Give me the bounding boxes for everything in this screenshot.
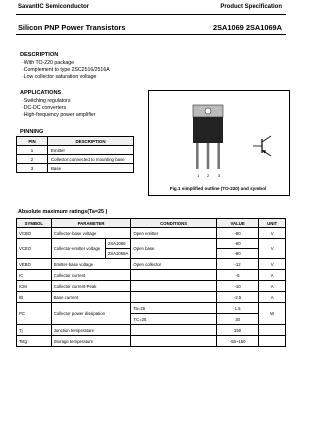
part-number: 2SA1069 2SA1069A	[212, 23, 282, 32]
symbol-cell: VEBO	[17, 259, 52, 270]
parameter-col-header: PARAMETER	[51, 219, 131, 228]
parameter-cell: Emitter-base voltage	[51, 259, 131, 270]
pin-number: 3	[17, 164, 48, 173]
unit-cell: V	[259, 228, 286, 239]
value-cell: 30	[216, 314, 258, 325]
conditions-cell: TC=25	[131, 314, 217, 325]
conditions-cell: Open base	[131, 239, 217, 259]
application-line: ·High-frequency power amplifier	[22, 112, 96, 118]
description-col-header: DESCRIPTION	[48, 137, 134, 146]
parameter-cell: Collector power dissipation	[51, 303, 131, 325]
unit-cell: A	[259, 292, 286, 303]
symbol-cell: Tstg	[17, 336, 52, 347]
svg-text:2: 2	[207, 173, 210, 178]
parameter-cell: Base current	[51, 292, 131, 303]
parameter-cell: Storage temperature	[51, 336, 131, 347]
parameter-cell: Collector-base voltage	[51, 228, 131, 239]
value-cell: -5	[216, 270, 258, 281]
symbol-col-header: SYMBOL	[17, 219, 52, 228]
table-row	[17, 303, 286, 314]
symbol-cell: PC	[17, 303, 52, 325]
variant-cell: 2SA1069	[105, 239, 131, 249]
doc-type: Product Specification	[220, 4, 282, 10]
symbol-cell: IC	[17, 270, 52, 281]
header-rule	[16, 14, 286, 15]
table-row	[17, 270, 286, 281]
table-row	[17, 155, 134, 164]
symbol-cell: ICM	[17, 281, 52, 292]
table-row	[17, 146, 134, 155]
table-row	[17, 228, 286, 239]
value-cell: -80	[216, 249, 258, 259]
symbol-cell: IB	[17, 292, 52, 303]
pnp-symbol-icon	[249, 131, 279, 161]
pinning-table	[16, 136, 134, 173]
description-line: ·With TO-220 package	[22, 60, 74, 66]
pin-number: 2	[17, 155, 48, 164]
parameter-cell: Collector current	[51, 270, 131, 281]
conditions-cell	[131, 336, 217, 347]
conditions-cell: Open emitter	[131, 228, 217, 239]
description-line: ·Low collector saturation voltage	[22, 74, 97, 80]
conditions-cell	[131, 281, 217, 292]
ratings-heading: Absolute maximum ratings(Ta=25 )	[18, 209, 108, 215]
parameter-cell: Collector current-Peak	[51, 281, 131, 292]
application-line: ·Switching regulators	[22, 98, 71, 104]
table-row	[17, 325, 286, 336]
unit-cell: V	[259, 259, 286, 270]
product-title: Silicon PNP Power Transistors	[18, 23, 126, 32]
value-cell: -80	[216, 228, 258, 239]
pin-col-header: PIN	[17, 137, 48, 146]
ratings-table	[16, 218, 286, 347]
conditions-cell	[131, 325, 217, 336]
value-cell: -55~150	[216, 336, 258, 347]
unit-cell: W	[259, 303, 286, 325]
value-cell: -60	[216, 239, 258, 249]
figure-caption: Fig.1 simplified outline (TO-220) and symbol	[169, 186, 267, 191]
application-line: ·DC-DC converters	[22, 105, 67, 111]
value-cell: -12	[216, 259, 258, 270]
unit-cell	[259, 336, 286, 347]
company-name: SavantIC Semiconductor	[18, 4, 90, 10]
table-row	[17, 259, 286, 270]
unit-cell: A	[259, 270, 286, 281]
table-row	[17, 292, 286, 303]
pin-description: Collector;connected to mounting base	[48, 155, 134, 164]
unit-col-header: UNIT	[259, 219, 286, 228]
unit-cell: V	[259, 239, 286, 259]
conditions-cell	[131, 292, 217, 303]
unit-cell: A	[259, 281, 286, 292]
description-heading: DESCRIPTION	[20, 52, 59, 58]
table-row	[17, 336, 286, 347]
symbol-cell: VCEO	[17, 239, 52, 259]
svg-text:1: 1	[197, 173, 200, 178]
value-col-header: VALUE	[216, 219, 258, 228]
package-figure	[148, 90, 290, 196]
table-row	[17, 239, 286, 249]
applications-heading: APPLICATIONS	[20, 90, 62, 96]
title-rule	[16, 34, 286, 35]
pin-number: 1	[17, 146, 48, 155]
symbol-cell: VCBO	[17, 228, 52, 239]
parameter-cell: Junction temperature	[51, 325, 131, 336]
conditions-col-header: CONDITIONS	[131, 219, 217, 228]
pin-description: Emitter	[48, 146, 134, 155]
table-row	[17, 281, 286, 292]
pinning-heading: PINNING	[20, 129, 44, 135]
conditions-cell: Ta=25	[131, 303, 217, 314]
value-cell: 1.5	[216, 303, 258, 314]
value-cell: -2.5	[216, 292, 258, 303]
pin-description: Base	[48, 164, 134, 173]
variant-cell: 2SA1069A	[105, 249, 131, 259]
unit-cell	[259, 325, 286, 336]
symbol-cell: Tj	[17, 325, 52, 336]
description-line: ·Complement to type 2SC2516/2516A	[22, 67, 110, 73]
parameter-cell: Collector-emitter voltage	[51, 239, 105, 259]
value-cell: 150	[216, 325, 258, 336]
value-cell: -10	[216, 281, 258, 292]
svg-text:3: 3	[218, 173, 221, 178]
conditions-cell	[131, 270, 217, 281]
conditions-cell: Open collector	[131, 259, 217, 270]
table-row	[17, 164, 134, 173]
